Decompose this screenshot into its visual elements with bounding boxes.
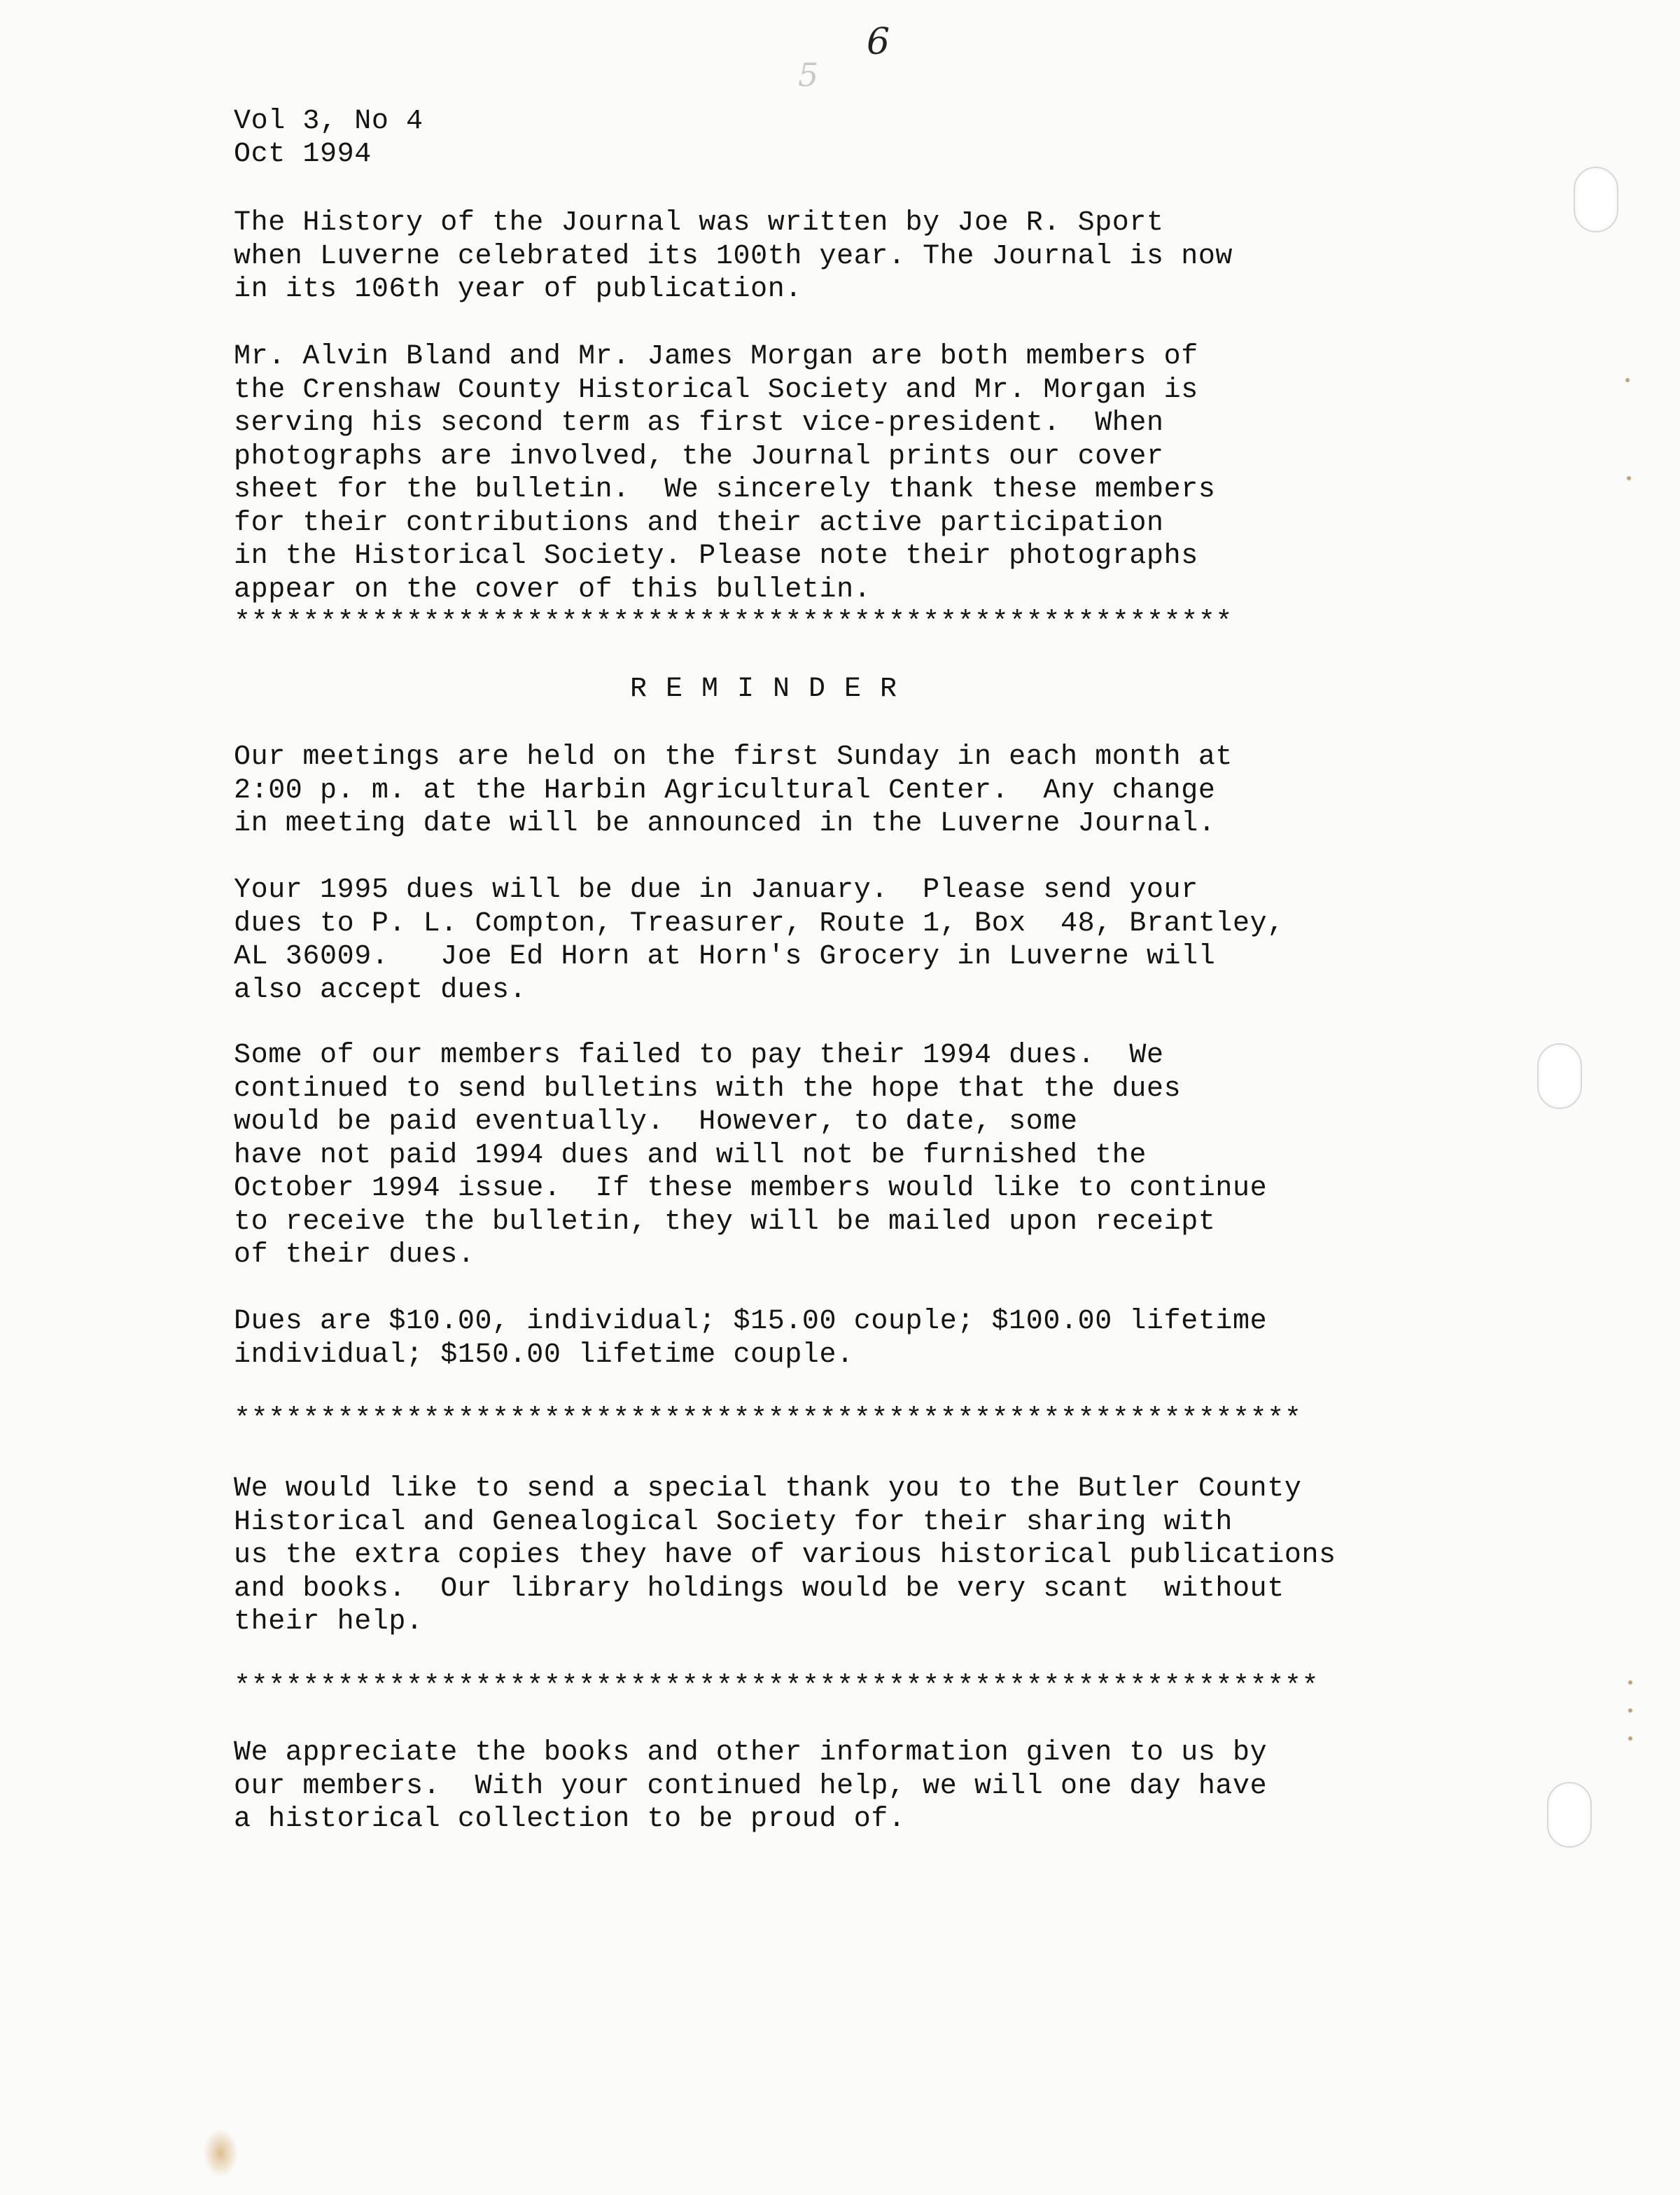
separator-2: ************************************************************** — [234, 1406, 1302, 1434]
unpaid-dues-paragraph: Some of our members failed to pay their 1994 dues. We continued to send bulletins with the hope that the dues would be paid eventually. However, to date, some have not paid 1994 dues and will not be furnished the October 1994 issue. If these members would like to continue to receive the bulletin, they will be mailed upon receipt of their dues. — [234, 1040, 1268, 1271]
butler-county-thanks-paragraph: We would like to send a special thank you to the Butler County Historical and Genealogical Society for their sharing with us the extra copies they have of various historical publications and books. Our library holdings would be very scant without their help. — [234, 1473, 1336, 1638]
punch-hole-top — [1574, 167, 1618, 232]
dues-due-paragraph: Your 1995 dues will be due in January. Please send your dues to P. L. Compton, Treasurer, Route 1, Box 48, Brantley, AL 36009. Joe Ed Horn at Horn's Grocery in Luverne will also accept dues. — [234, 874, 1284, 1006]
paper-speck — [1628, 1680, 1632, 1685]
handwritten-page-number: 6 — [867, 21, 890, 63]
appreciation-paragraph: We appreciate the books and other information given to us by our members. With your continued help, we will one day have a historical collection to be proud of. — [234, 1737, 1268, 1835]
punch-hole-middle — [1537, 1043, 1582, 1109]
separator-3: *************************************************************** — [234, 1673, 1320, 1701]
bleed-through-page-number: 5 — [798, 56, 819, 94]
paper-speck — [1628, 1708, 1632, 1713]
punch-hole-bottom — [1547, 1782, 1592, 1848]
volume-line: Vol 3, No 4 — [234, 106, 424, 137]
paper-speck — [1628, 1736, 1632, 1741]
paper-speck — [1625, 378, 1630, 382]
history-paragraph: The History of the Journal was written by Joe R. Sport when Luverne celebrated its 100th year. The Journal is now in its 106th year of publication. — [234, 207, 1233, 305]
separator-1: ********************************************************** — [234, 609, 1233, 637]
dues-rates-paragraph: Dues are $10.00, individual; $15.00 couple; $100.00 lifetime individual; $150.00 lifetime couple. — [234, 1306, 1268, 1371]
issue-date: Oct 1994 — [234, 139, 372, 170]
members-paragraph: Mr. Alvin Bland and Mr. James Morgan are both members of the Crenshaw County Historical Society and Mr. Morgan is serving his second term as first vice-president. When photographs are involved, the Journal prints our cover sheet for the bulletin. We sincerely thank these members for their contributions and their active participation in the Historical Society. Please note their photographs appear on the cover of this bulletin. — [234, 341, 1216, 606]
meetings-paragraph: Our meetings are held on the first Sunday in each month at 2:00 p. m. at the Harbin Agricultural Center. Any change in meeting date will be announced in the Luverne Journal. — [234, 741, 1233, 839]
paper-stain — [203, 2128, 238, 2177]
reminder-heading: REMINDER — [630, 674, 916, 705]
paper-speck — [1627, 476, 1631, 480]
